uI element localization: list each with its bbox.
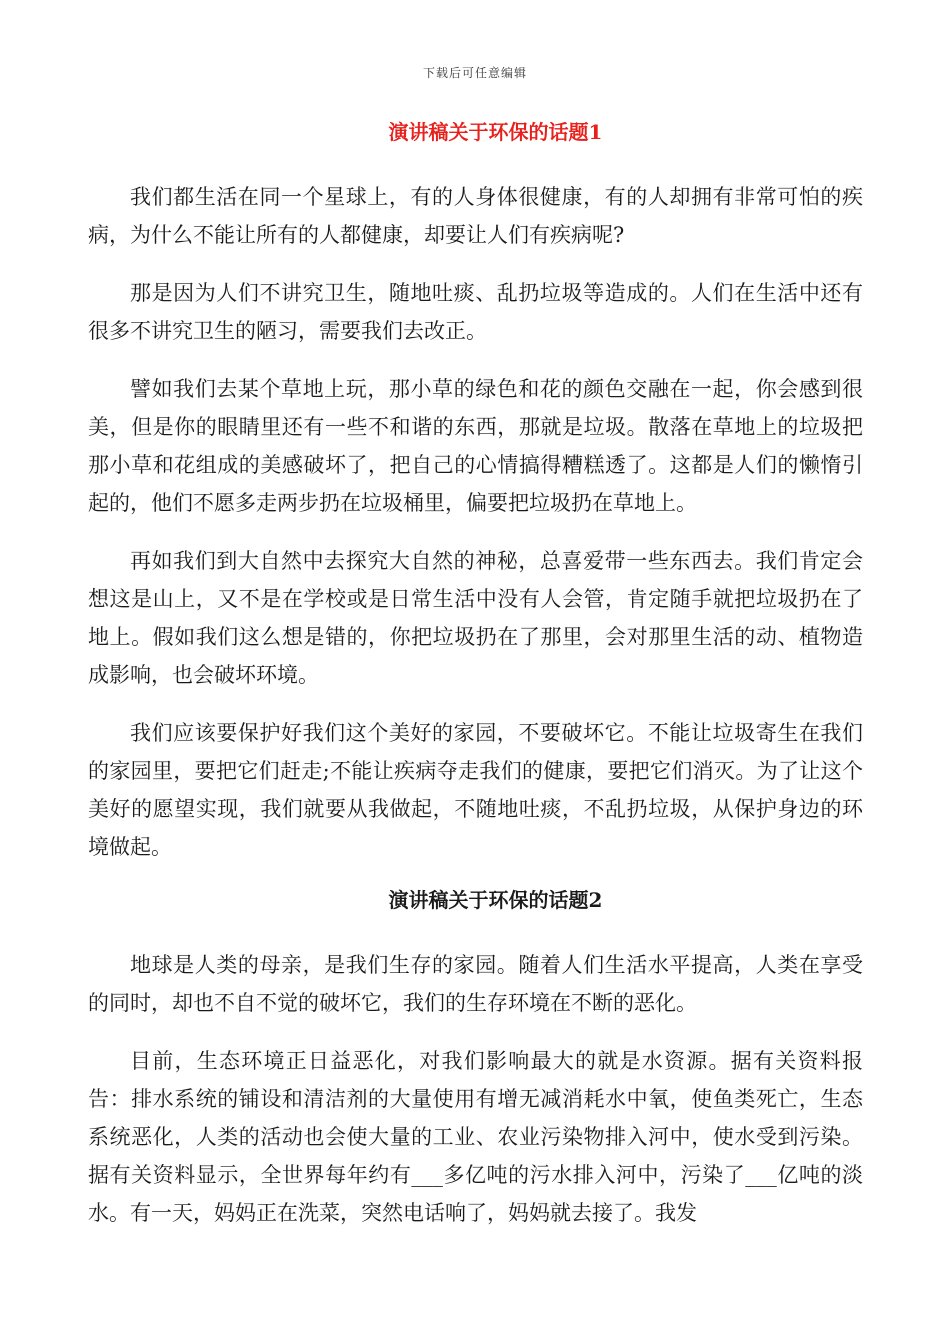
section-1-paragraph-3: 譬如我们去某个草地上玩，那小草的绿色和花的颜色交融在一起，你会感到很美，但是你的眼睛里还有一些不和谐的东西，那就是垃圾。散落在草地上的垃圾把那小草和花组成的美感破坏了，把自己的心情搞得糟糕透了。这都是人们的懒惰引起的，他们不愿多走两步扔在垃圾桶里，偏要把垃圾扔在草地上。 (88, 377, 863, 515)
section-1-paragraph-1: 我们都生活在同一个星球上，有的人身体很健康，有的人却拥有非常可怕的疾病，为什么不能让所有的人都健康，却要让人们有疾病呢? (88, 185, 863, 247)
section-1-paragraph-5: 我们应该要保护好我们这个美好的家园，不要破坏它。不能让垃圾寄生在我们的家园里，要把它们赶走;不能让疾病夺走我们的健康，要把它们消灭。为了让这个美好的愿望实现，我们就要从我做起，不随地吐痰，不乱扔垃圾，从保护身边的环境做起。 (88, 721, 863, 859)
section-1-title: 演讲稿关于环保的话题1 (388, 120, 603, 144)
section-2-paragraph-2: 目前，生态环境正日益恶化，对我们影响最大的就是水资源。据有关资料报告：排水系统的铺设和清洁剂的大量使用有增无减消耗水中氧，使鱼类死亡，生态系统恶化，人类的活动也会使大量的工业、农业污染物排入河中，使水受到污染。据有关资料显示，全世界每年约有___多亿吨的污水排入河中，污染了___亿吨的淡水。有一天，妈妈正在洗菜，突然电话响了，妈妈就去接了。我发 (88, 1049, 863, 1225)
section-2-paragraph-1: 地球是人类的母亲，是我们生存的家园。随着人们生活水平提高，人类在享受的同时，却也不自不觉的破坏它，我们的生存环境在不断的恶化。 (88, 953, 863, 1015)
header-note: 下载后可任意编辑 (422, 66, 527, 80)
section-2-title: 演讲稿关于环保的话题2 (388, 888, 603, 912)
section-1-paragraph-2: 那是因为人们不讲究卫生，随地吐痰、乱扔垃圾等造成的。人们在生活中还有很多不讲究卫生的陋习，需要我们去改正。 (88, 281, 863, 343)
document-body (88, 118, 863, 1252)
section-1-paragraph-4: 再如我们到大自然中去探究大自然的神秘，总喜爱带一些东西去。我们肯定会想这是山上，又不是在学校或是日常生活中没有人会管，肯定随手就把垃圾扔在了地上。假如我们这么想是错的，你把垃圾扔在了那里，会对那里生活的动、植物造成影响，也会破坏环境。 (88, 549, 863, 687)
